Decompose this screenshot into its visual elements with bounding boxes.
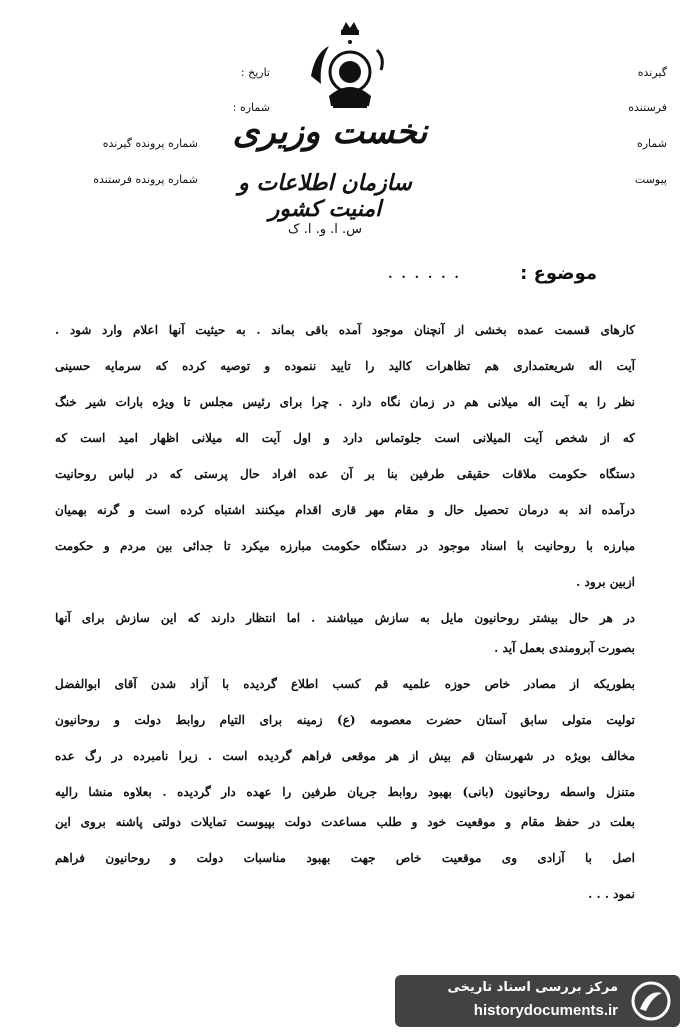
body-line: مبارزه با روحانیت با اسناد موجود در دستگاه حکومت مبارزه میکرد تا جدائی بین مردم و حکومت <box>55 539 635 553</box>
organization-code: س. ا. و. ا. ک <box>287 222 363 237</box>
body-line: آیت اله شریعتمداری هم تظاهرات کالید را تایید ننموده و توصیه کرده که سرمایه حسینی <box>55 359 635 373</box>
recipient-label: گیرنده <box>637 66 667 79</box>
body-line: نظر را به آیت اله میلانی هم در زمان نگاه دارد . چرا برای رئیس مجلس تا ویژه بارات شیر خنگ <box>55 395 635 409</box>
body-line: بعلت در حفظ مقام و موقعیت خود و طلب مساعدت دولت بپیوست تمایلات دولتی پاشنه بروی این <box>55 815 635 829</box>
body-line: تولیت متولی سابق آستان حضرت معصومه (ع) زمینه برای التیام روابط دولت و روحانیون <box>55 713 635 727</box>
body-line: ازبین برود . <box>576 575 635 589</box>
body-line: بصورت آبرومندی بعمل آید . <box>494 641 635 655</box>
number-label-left: شماره : <box>232 101 270 114</box>
body-line: دستگاه حکومت ملاقات حقیقی طرفین بنا بر آن عده افراد حال پرستی که در لباس روحانیت <box>55 467 635 481</box>
body-line: بطوریکه از مصادر خاص حوزه علمیه قم کسب اطلاع گردیده با آزاد شدن آقای ابوالفضل <box>55 677 635 691</box>
body-line: مخالف بویژه در شهرستان قم بیش از هر موقعی فراهم گردیده است . زیرا نامبرده در رگ عده <box>55 749 635 763</box>
sender-label: فرستنده <box>628 101 667 114</box>
body-line: متنزل واسطه روحانیون (بانی) بهبود روابط جریان طرفین را عهده دار گردیده . بعلاوه منشا رالیه <box>55 785 635 799</box>
organization-title: نخست وزیری <box>232 112 428 152</box>
watermark-title: مرکز بررسی اسناد تاریخی <box>447 980 618 995</box>
recipient-file-number-label: شماره پرونده گیرنده <box>102 137 198 150</box>
body-line: نمود . . . <box>588 887 635 901</box>
sender-file-number-label: شماره پرونده فرستنده <box>93 173 198 186</box>
body-line: درآمده اند به درمان تحصیل حال و مقام مهر قاری اقدام میکنند اشتباه کرده است و گرنه بهمیان <box>55 503 635 517</box>
body-line: که از شخص آیت المیلانی است جلوتماس دارد و اول آیت اله میلانی اظهار امید است که <box>55 431 635 445</box>
body-line: کارهای قسمت عمده بخشی از آنچنان موجود آمده باقی بماند . به حیثیت آنها اعلام وارد شود . <box>55 323 635 337</box>
archive-watermark <box>395 975 680 1027</box>
date-label: تاریخ : <box>240 66 270 79</box>
letter-body <box>55 320 635 920</box>
subject-label: موضوع : <box>520 263 597 284</box>
organization-subtitle: سازمان اطلاعات و امنیت کشور <box>238 170 412 222</box>
lion-and-sun-emblem-icon <box>305 18 395 113</box>
body-line: در هر حال بیشتر روحانیون مایل به سازش میباشند . اما انتظار دارند که این سازش برای آنها <box>55 611 635 625</box>
subject-blank: • • • • • • <box>388 273 463 282</box>
number-label-right: شماره <box>636 137 667 150</box>
archive-logo-icon <box>630 981 672 1021</box>
attachment-label: پیوست <box>634 173 667 186</box>
watermark-url: historydocuments.ir <box>473 1002 618 1019</box>
body-line: اصل با آزادی وی موقعیت خاص جهت بهبود مناسبات دولت و روحانیون فراهم <box>55 851 635 865</box>
